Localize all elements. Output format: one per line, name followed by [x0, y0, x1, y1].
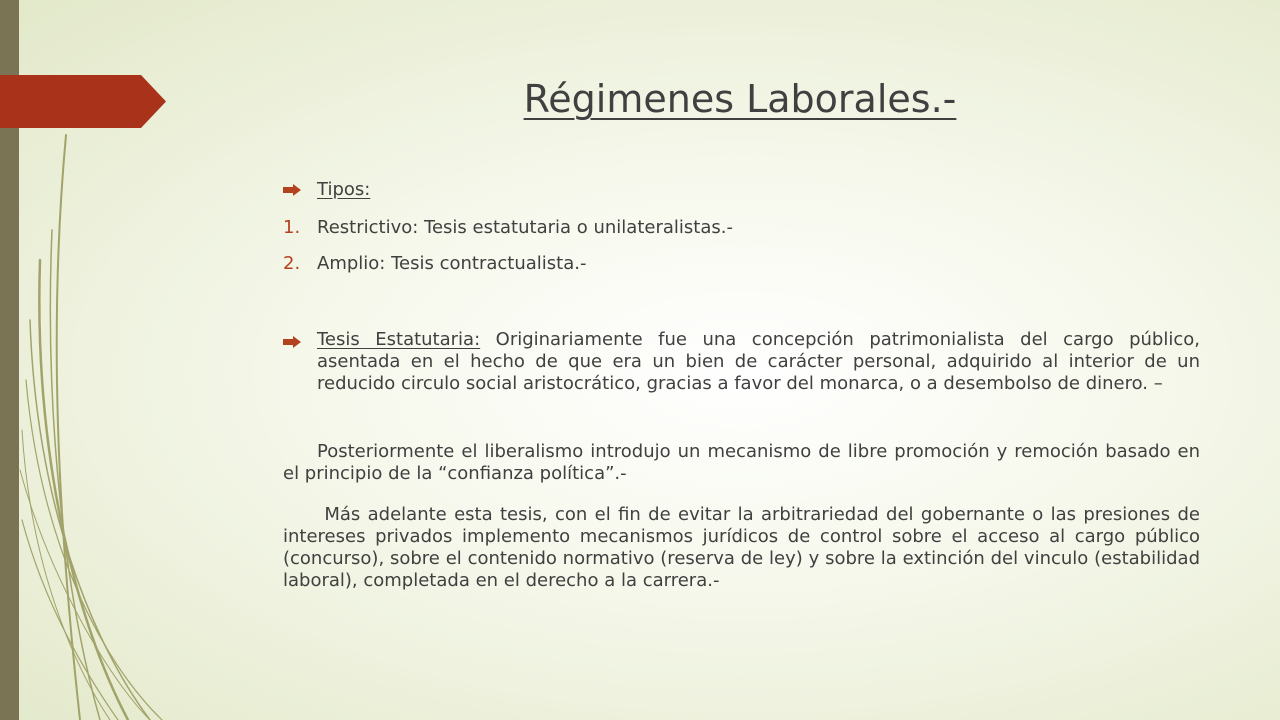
list-text: Restrictivo: Tesis estatutaria o unilateralistas.- — [317, 217, 733, 238]
list-item — [283, 216, 733, 240]
bullet-tipos — [283, 178, 370, 202]
arrow-bullet-icon — [283, 336, 301, 348]
list-number: 1. — [283, 217, 301, 238]
posteriormente-paragraph — [283, 441, 1200, 485]
tesis-estatutaria-label: Tesis Estatutaria: — [317, 329, 481, 350]
tipos-label: Tipos: — [317, 179, 371, 200]
tesis-estatutaria-paragraph — [317, 329, 1200, 395]
list-item — [283, 252, 586, 276]
posteriormente-text: Posteriormente el liberalismo introdujo un mecanismo de libre promoción y remoción basado en el principio de la “confianza política”.- — [283, 441, 1200, 484]
mas-adelante-text: Más adelante esta tesis, con el fin de evitar la arbitrariedad del gobernante o las presiones de intereses privados implemento mecanismos jurídicos de control sobre el acceso al cargo público (concurso), sobre el contenido normativo (reserva de ley) y sobre la extinción del vinculo (estabilidad laboral), completada en el derecho a la carrera.- — [283, 504, 1200, 591]
arrow-bullet-icon — [283, 184, 301, 196]
mas-adelante-paragraph — [283, 504, 1200, 592]
slide-title: Régimenes Laborales.- — [523, 77, 957, 121]
list-number: 2. — [283, 253, 301, 274]
list-text: Amplio: Tesis contractualista.- — [317, 253, 587, 274]
tesis-estatutaria-text: Originariamente fue una concepción patrimonialista del cargo público, asentada en el hecho de que era un bien de carácter personal, adquirido al interior de un reducido circulo social aristocrático, gracias a favor del monarca, o a desembolso de dinero. – — [317, 329, 1200, 394]
